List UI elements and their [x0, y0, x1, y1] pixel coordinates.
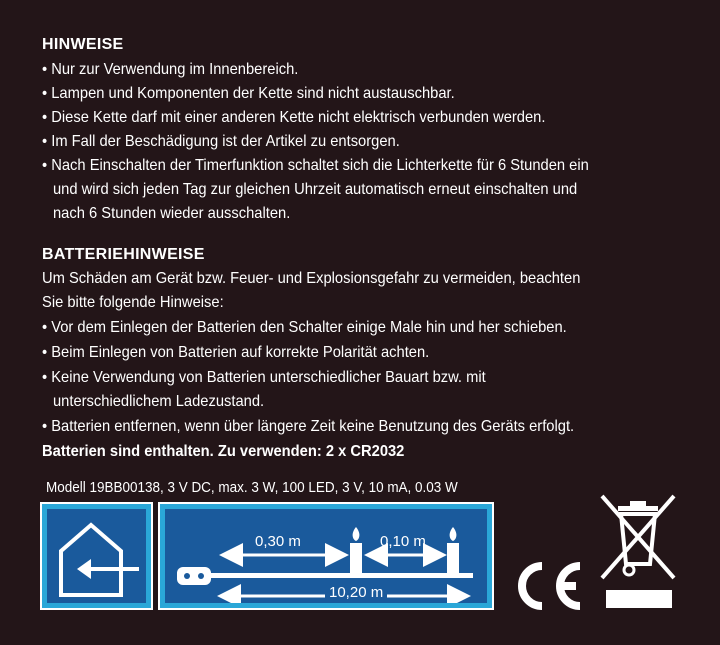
candle-flame-icon — [450, 527, 457, 541]
batterie-intro: Sie bitte folgende Hinweise: — [42, 294, 224, 311]
model-specs: Modell 19BB00138, 3 V DC, max. 3 W, 100 LED, 3 V, 10 mA, 0.03 W — [46, 480, 458, 496]
batterie-item-continued: unterschiedlichem Ladezustand. — [53, 393, 265, 410]
candle-flame-icon — [353, 527, 360, 541]
cable-line — [211, 573, 473, 578]
hinweise-item: • Nach Einschalten der Timerfunktion schaltet sich die Lichterkette für 6 Stunden ein — [42, 157, 589, 174]
crossed-out-bin-icon — [596, 490, 682, 612]
candle-icon — [350, 543, 362, 573]
candle-icon — [447, 543, 459, 573]
hinweise-item: • Diese Kette darf mit einer anderen Kette nicht elektrisch verbunden werden. — [42, 109, 546, 126]
ce-mark-icon — [512, 560, 586, 612]
lead-length-label: 0,30 m — [255, 533, 301, 550]
hinweise-item: • Nur zur Verwendung im Innenbereich. — [42, 61, 299, 78]
batterie-item: • Keine Verwendung von Batterien unterschiedlicher Bauart bzw. mit — [42, 369, 486, 386]
batterie-item: • Vor dem Einlegen der Batterien den Schalter einige Male hin und her schieben. — [42, 319, 567, 336]
batterie-title: BATTERIEHINWEISE — [42, 246, 205, 263]
hinweise-item: • Im Fall der Beschädigung ist der Artikel zu entsorgen. — [42, 133, 400, 150]
total-length-label: 10,20 m — [325, 584, 387, 601]
hinweise-item-continued: nach 6 Stunden wieder ausschalten. — [53, 205, 291, 222]
hinweise-item: • Lampen und Komponenten der Kette sind nicht austauschbar. — [42, 85, 455, 102]
battery-box-icon — [177, 567, 211, 585]
hinweise-item-continued: und wird sich jeden Tag zur gleichen Uhrzeit automatisch erneut einschalten und — [53, 181, 578, 198]
batterie-item: • Batterien entfernen, wenn über längere Zeit keine Benutzung des Geräts erfolgt. — [42, 418, 575, 435]
hinweise-title: HINWEISE — [42, 36, 124, 53]
batterie-intro: Um Schäden am Gerät bzw. Feuer- und Explosionsgefahr zu vermeiden, beachten — [42, 270, 581, 287]
batteries-included-note: Batterien sind enthalten. Zu verwenden: 2 x CR2032 — [42, 443, 405, 460]
indoor-use-icon — [40, 502, 153, 610]
indoor-use-icon-inner — [47, 509, 146, 603]
batterie-item: • Beim Einlegen von Batterien auf korrekte Polarität achten. — [42, 344, 430, 361]
house-indoor-icon — [47, 509, 146, 603]
spacing-label: 0,10 m — [380, 533, 426, 550]
light-chain-diagram — [158, 502, 494, 610]
light-chain-diagram-inner — [165, 509, 487, 603]
